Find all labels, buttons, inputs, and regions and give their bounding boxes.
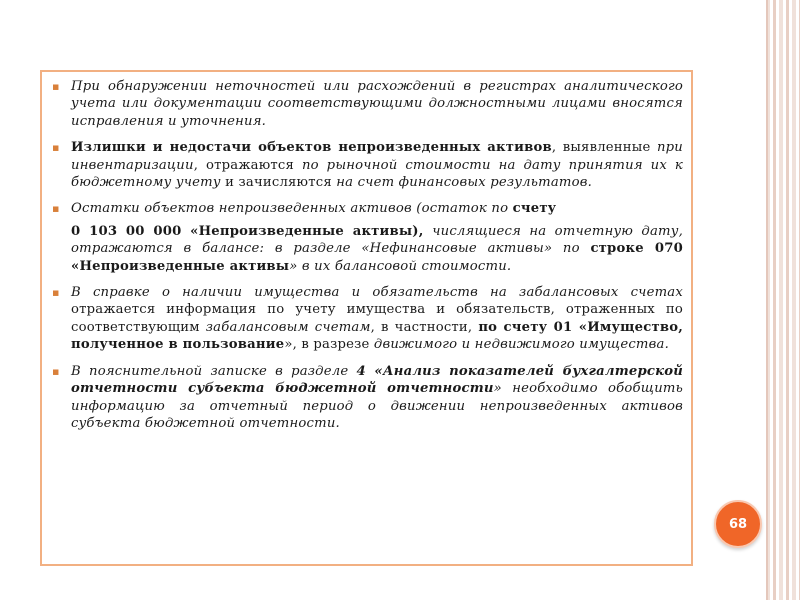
bullet-text: , выявленные	[551, 140, 657, 156]
bullet-text-bold: Излишки и недостачи объектов непроизведенных активов	[71, 140, 552, 156]
bullet-icon: ▪	[52, 202, 60, 216]
bullet-text-italic: числящиеся на отчетную дату, отражаются в балансе: в разделе «Нефинансовые активы» по	[71, 223, 683, 257]
bullet-text: отражается информация по учету имущества и обязательств, отраженных по соответствующим	[71, 302, 683, 335]
bullet-continuation	[52, 223, 683, 275]
bullet-text: , в частности,	[370, 319, 479, 335]
bullet-item	[52, 284, 683, 354]
bullet-text-italic: В справке о наличии имущества и обязательств на забалансовых счетах	[71, 285, 683, 301]
page-number-badge: 68	[714, 500, 762, 548]
bullet-text-italic: забалансовым счетам	[205, 319, 371, 335]
bullet-icon: ▪	[52, 141, 60, 155]
bullet-text-italic: В пояснительной записке в разделе	[71, 363, 357, 379]
bullet-icon: ▪	[52, 364, 60, 378]
bullet-item	[52, 363, 683, 433]
bullet-item	[52, 139, 683, 191]
bullet-text-bold: по счету 01 «Имущество, полученное в пользование	[71, 319, 683, 353]
bullet-text-italic: » в их балансовой стоимости.	[289, 258, 512, 274]
content-box	[40, 70, 693, 566]
bullet-text-bold-italic: 4 «Анализ показателей бухгалтерской отчетности субъекта бюджетной отчетности	[71, 363, 683, 397]
bullet-item	[52, 200, 683, 217]
bullet-text-italic: на счет финансовых результатов.	[336, 175, 593, 191]
bullet-icon: ▪	[52, 286, 60, 300]
bullet-text-bold: 0 103 00 000 «Непроизведенные активы),	[71, 223, 433, 239]
bullet-text: и зачисляются	[220, 175, 337, 191]
bullet-text-bold: счету	[512, 201, 557, 217]
bullet-list	[52, 78, 683, 432]
bullet-text-italic: при инвентаризации	[71, 140, 683, 173]
bullet-text-italic: по рыночной стоимости на дату принятия их к бюджетному учету	[71, 157, 683, 191]
bullet-text: », в разрезе	[284, 337, 374, 353]
bullet-icon: ▪	[52, 80, 60, 93]
bullet-text: , отражаются	[193, 157, 302, 173]
decorative-stripes	[766, 0, 800, 600]
bullet-text-italic: » необходимо обобщить информацию за отчетный период о движении непроизведенных активов субъекта бюджетной отчетности.	[71, 381, 683, 431]
bullet-text: При обнаружении неточностей или расхождений в регистрах аналитического учета или документации соответствующими должностными лицами вносятся исправления и уточнения.	[71, 79, 683, 129]
bullet-text-italic: Остатки объектов непроизведенных активов (остаток по	[71, 201, 513, 217]
bullet-item	[52, 78, 683, 130]
bullet-text-bold: строке 070 «Непроизведенные активы	[71, 241, 683, 274]
bullet-text-italic: движимого и недвижимого имущества.	[373, 337, 669, 353]
